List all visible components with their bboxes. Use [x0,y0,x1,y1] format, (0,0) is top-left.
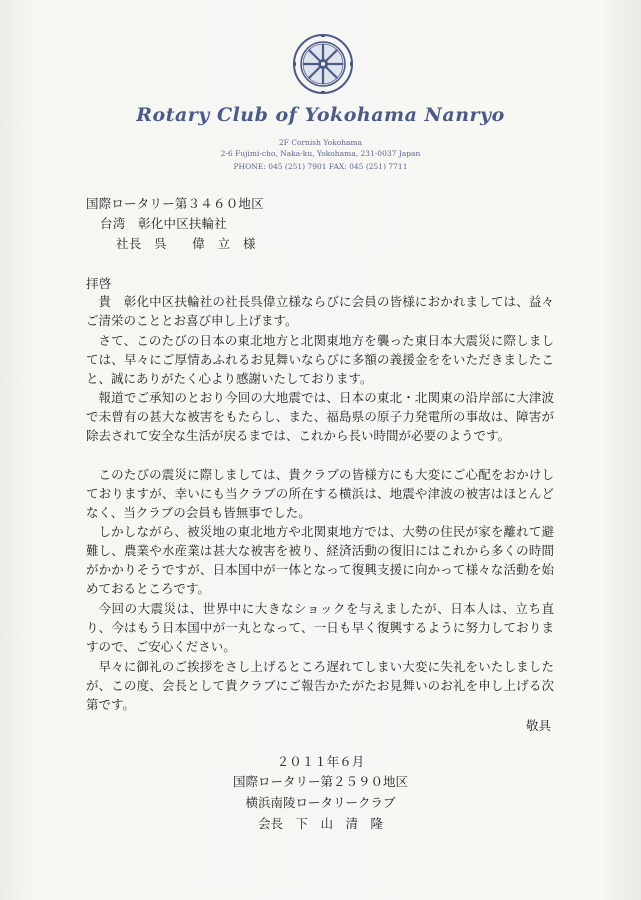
sender-president: 会長 下 山 清 隆 [257,816,383,831]
recipient-club: 台湾 彰化中区扶輪社 [100,216,228,231]
phone-fax: PHONE: 045 (251) 7901 FAX: 045 (251) 7711 [233,162,408,171]
paragraph-6: 今回の大震災は、世界中に大きなショックを与えましたが、日本人は、立ち直り、今はもう日本国中が一丸となって、一日も早く復興するように努力しておりますので、ご安心ください。 [86,601,554,654]
sender-club: 横浜南陵ロータリークラブ [245,795,396,810]
sender-date: ２０１１年６月 [276,754,365,769]
paragraph-4: このたびの震災に際しましては、貴クラブの皆様方にも大変にご心配をおかけしておりますが、幸いにも当クラブの所在する横浜は、地震や津波の被害はほとんどなく、当クラブの会員も皆無事でした。 [86,467,554,520]
paragraph-7: 早々に御礼のご挨拶をさし上げるところ遅れてしまい大変に失礼をいたしましたが、この度、会長として貴クラブにご報告かたがたお見舞いのお礼を申し上げる次第です。 [86,659,554,712]
sender-district: 国際ロータリー第２５９０地区 [232,774,408,789]
address-line-1: 2F Cornish Yokohama [278,138,363,147]
paragraph-1: 貴 彰化中区扶輪社の社長呉偉立様ならびに会員の皆様におかれましては、益々ご清栄のこととお喜び申し上げます。 [86,294,554,328]
rotary-emblem-icon [292,33,354,95]
club-name: Rotary Club of Yokohama Nanryo [136,104,505,126]
paragraph-2: さて、このたびの日本の東北地方と北関東地方を襲った東日本大震災に際しましては、早々にご厚情あふれるお見舞いならびに多額の義援金ををいただきましたこと、誠にありがたく心より感謝いたしております。 [86,333,554,386]
address-line-2: 2-6 Fujimi-cho, Naka-ku, Yokohama, 231-0037 Japan [220,149,421,158]
recipient-president: 社長 呉 偉 立 様 [116,236,256,251]
paragraph-3: 報道でご承知のとおり今回の大地震では、日本の東北・北関東の沿岸部に大津波で未曾有の甚大な被害をもたらし、また、福島県の原子力発電所の事故は、障害が除去されて安全な生活が戻るまでは、これから長い時間が必要のようです。 [86,390,554,443]
greeting: 拝啓 [86,276,112,291]
paragraph-5: しかしながら、被災地の東北地方や北関東地方では、大勢の住民が家を離れて避難し、農業や水産業は甚大な被害を被り、経済活動の復旧にはこれから多くの時間がかかりそうですが、日本国中が一体となって復興支援に向かって様々な活動を始めておるところです。 [86,524,554,596]
closing: 敬具 [525,718,551,733]
recipient-district: 国際ロータリー第３４６０地区 [86,196,264,211]
